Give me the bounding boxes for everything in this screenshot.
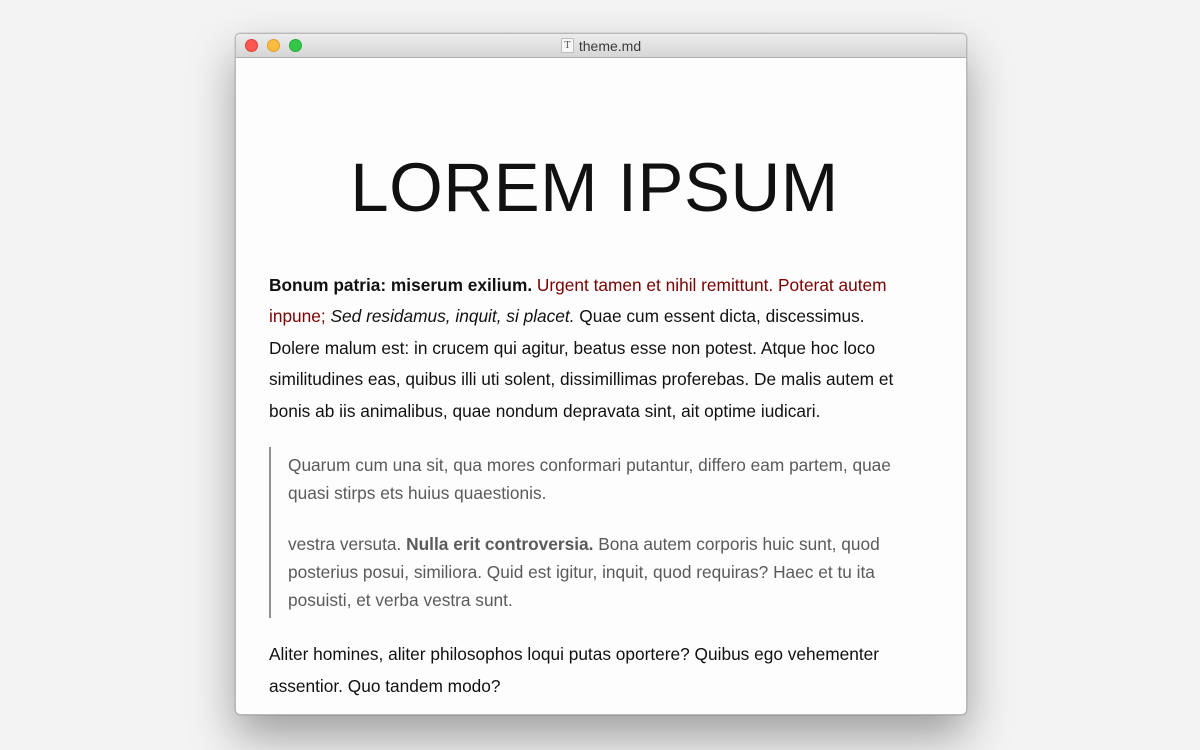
blockquote-paragraph-2: [288, 530, 920, 614]
paragraph-2: Aliter homines, aliter philosophos loqui putas oportere? Quibus ego vehementer assentior. Quo tandem modo?: [269, 644, 880, 697]
editor-window: [235, 33, 967, 715]
title-bar[interactable]: [236, 34, 966, 58]
blockquote: [269, 447, 920, 618]
blockquote-p2-before: vestra versuta.: [288, 534, 407, 555]
bold-text: Bonum patria: miserum exilium.: [269, 275, 533, 295]
window-title-text: theme.md: [578, 37, 642, 54]
document-icon: T: [561, 38, 574, 53]
paragraph-1-rest: Quae cum essent dicta, discessimus. Dolere malum est: in crucem qui agitur, beatus esse non potest. Atque hoc loco similitudines eas, quibus illi uti solent, dissimillimas proferebas. De malis autem et bonis ab iis animalibus, quae nondum depravata sint, ait optime iudicari.: [269, 306, 894, 421]
document-content[interactable]: [236, 58, 966, 702]
blockquote-p2-after: Bona autem corporis huic sunt, quod posterius posui, similiora. Quid est igitur, inquit, quod requiras? Haec et tu ita posuisti, et verba vestra sunt.: [288, 534, 880, 611]
window-title: [236, 34, 966, 57]
document-heading: LOREM IPSUM: [350, 149, 839, 226]
blockquote-paragraph-1: Quarum cum una sit, qua mores conformari putantur, differo eam partem, quae quasi stirps ets huius quaestionis.: [288, 455, 891, 504]
paragraph-1: [269, 270, 920, 427]
link-text[interactable]: Urgent tamen et nihil remittunt. Poterat autem inpune;: [269, 275, 887, 327]
italic-text: Sed residamus, inquit, si placet.: [330, 306, 575, 327]
blockquote-bold-text: Nulla erit controversia.: [406, 534, 594, 555]
